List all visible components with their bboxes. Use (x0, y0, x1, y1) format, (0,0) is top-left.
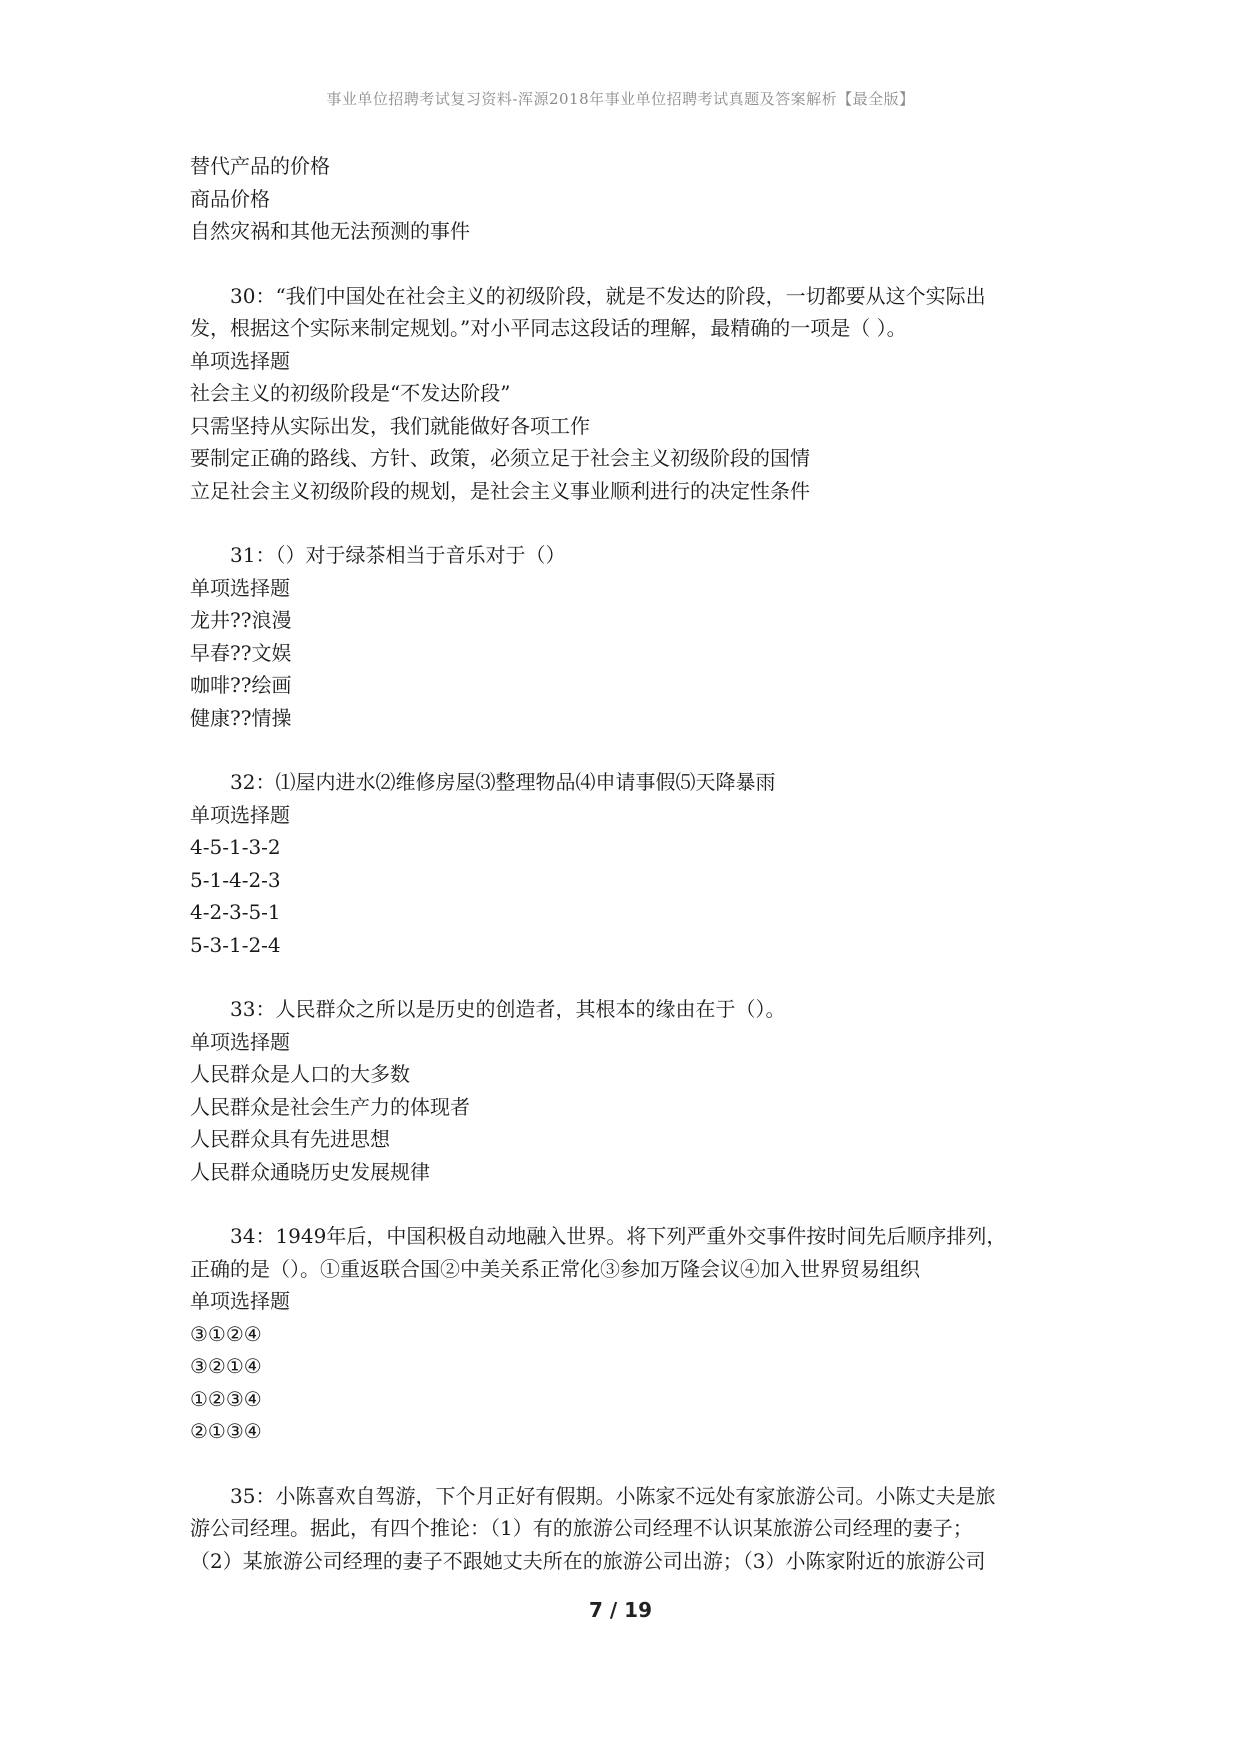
question-33 (190, 993, 1070, 1188)
question-text: 32：⑴屋内进水⑵维修房屋⑶整理物品⑷申请事假⑸天降暴雨 (230, 770, 776, 794)
option: 4-2-3-5-1 (190, 900, 281, 924)
option: ②①③④ (190, 1419, 262, 1443)
question-type: 单项选择题 (190, 802, 290, 827)
option: 早春??文娱 (190, 640, 292, 665)
question-text: 34：1949年后，中国积极自动地融入世界。将下列严重外交事件按时间先后顺序排列， (230, 1224, 1007, 1248)
option: ③②①④ (190, 1354, 262, 1378)
option: 自然灾祸和其他无法预测的事件 (190, 219, 470, 243)
option: 人民群众具有先进思想 (190, 1127, 390, 1151)
question-type: 单项选择题 (190, 1289, 290, 1313)
question-31 (190, 539, 1070, 734)
option: 咖啡??绘画 (190, 673, 292, 697)
question-text: 30：“我们中国处在社会主义的初级阶段，就是不发达的阶段，一切都要从这个实际出 (230, 283, 986, 308)
question-32 (190, 766, 1070, 961)
question-type: 单项选择题 (190, 1029, 290, 1054)
question-type: 单项选择题 (190, 348, 290, 373)
option: ①②③④ (190, 1386, 262, 1411)
option: 5-1-4-2-3 (190, 867, 281, 892)
option: 人民群众是社会生产力的体现者 (190, 1094, 470, 1119)
question-text: 发，根据这个实际来制定规划。”对小平同志这段话的理解，最精确的一项是（ ）。 (190, 316, 907, 340)
option: 人民群众通晓历史发展规律 (190, 1159, 430, 1184)
option: 4-5-1-3-2 (190, 835, 281, 859)
option: 要制定正确的路线、方针、政策，必须立足于社会主义初级阶段的国情 (190, 446, 810, 470)
option: 5-3-1-2-4 (190, 932, 281, 957)
question-34 (190, 1220, 1070, 1448)
previous-question-options (190, 150, 1070, 248)
option: 替代产品的价格 (190, 154, 330, 178)
option: 商品价格 (190, 186, 270, 211)
question-text: 游公司经理。据此，有四个推论：（1）有的旅游公司经理不认识某旅游公司经理的妻子； (190, 1516, 973, 1540)
document-body (190, 150, 1070, 1577)
question-30 (190, 280, 1070, 508)
question-text: 35：小陈喜欢自驾游，下个月正好有假期。小陈家不远处有家旅游公司。小陈丈夫是旅 (230, 1483, 996, 1508)
page-header: 事业单位招聘考试复习资料-浑源2018年事业单位招聘考试真题及答案解析【最全版】 (326, 90, 915, 108)
question-type: 单项选择题 (190, 575, 290, 600)
question-35 (190, 1480, 1070, 1578)
option: 社会主义的初级阶段是“不发达阶段” (190, 381, 511, 405)
question-text: 31：（）对于绿茶相当于音乐对于（） (230, 543, 566, 567)
option: 只需坚持从实际出发，我们就能做好各项工作 (190, 413, 590, 438)
option: 健康??情操 (190, 705, 292, 730)
page-number: 7 / 19 (589, 1598, 652, 1622)
option: 立足社会主义初级阶段的规划，是社会主义事业顺利进行的决定性条件 (190, 478, 810, 503)
question-text: （2）某旅游公司经理的妻子不跟她丈夫所在的旅游公司出游；（3）小陈家附近的旅游公司 (190, 1548, 986, 1573)
question-text: 正确的是（）。①重返联合国②中美关系正常化③参加万隆会议④加入世界贸易组织 (190, 1256, 920, 1281)
option: 人民群众是人口的大多数 (190, 1062, 410, 1086)
option: ③①②④ (190, 1321, 262, 1346)
option: 龙井??浪漫 (190, 608, 292, 632)
question-text: 33：人民群众之所以是历史的创造者，其根本的缘由在于（）。 (230, 997, 786, 1021)
